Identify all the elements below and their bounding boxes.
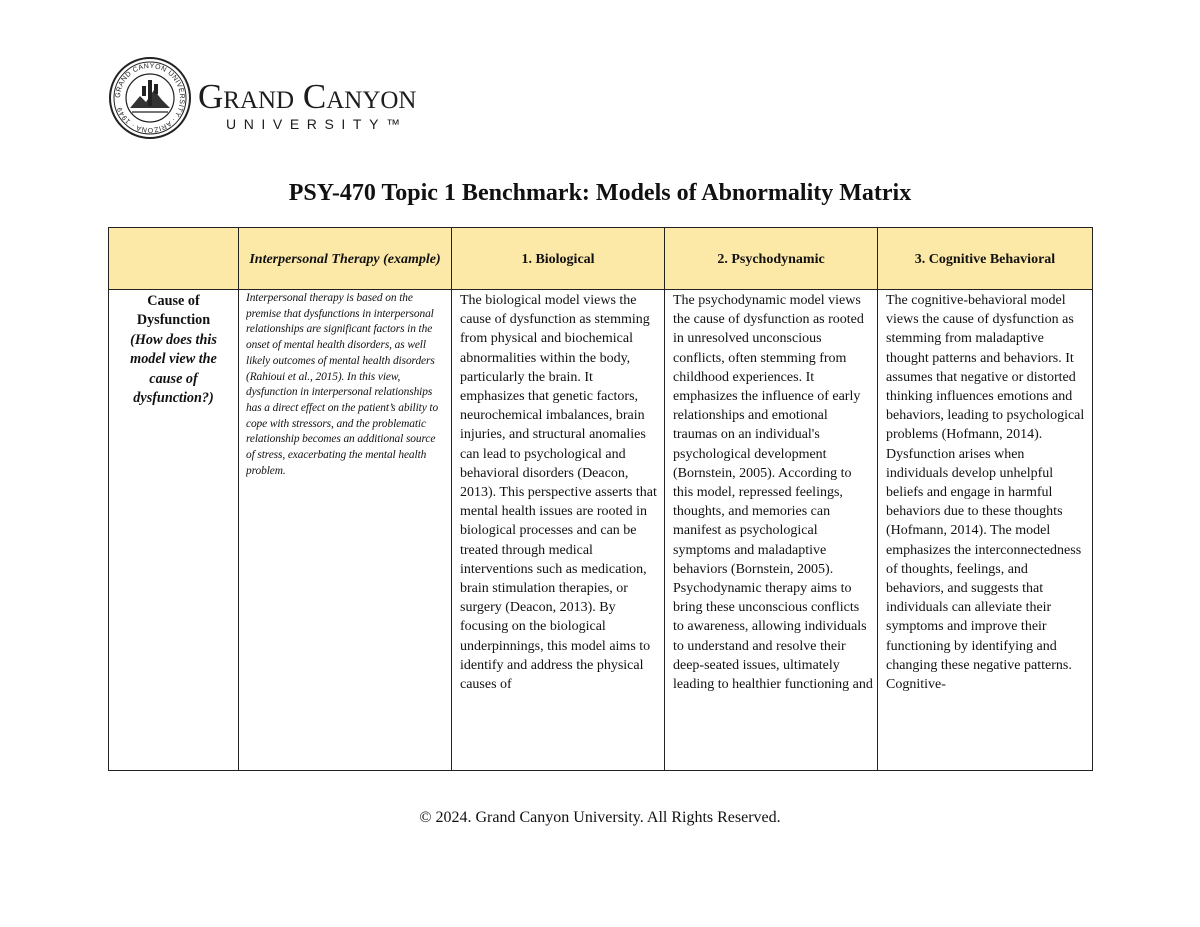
university-seal-icon	[108, 56, 192, 140]
header-blank	[109, 228, 239, 290]
abnormality-matrix-table	[108, 227, 1093, 771]
cell-cognitive-behavioral	[878, 290, 1093, 771]
document-title: PSY-470 Topic 1 Benchmark: Models of Abnormality Matrix	[288, 180, 912, 206]
table-row	[109, 290, 1093, 771]
row-label-cause-of-dysfunction	[109, 290, 239, 771]
svg-text:GRAND CANYON UNIVERSITY · ARIZ: GRAND CANYON UNIVERSITY · ARIZONA · 1949	[114, 62, 186, 134]
table-header-row	[109, 228, 1093, 290]
wordmark-university: UNIVERSITY™	[226, 116, 408, 132]
university-logo	[108, 56, 488, 140]
row-label-title: Cause of Dysfunction	[136, 293, 211, 329]
cell-cognitive-text: The cognitive-behavioral model views the cause of dysfunction as stemming from maladaptive thought patterns and behaviors. It assumes that negative or distorted thinking influences emotions and behaviors, leading to psychological problems (Hofmann, 2014). Dysfunction arises when individuals develop unhelpful beliefs and engage in harmful behaviors due to these thoughts (Hofmann, 2014). The model emphasizes the interconnectedness of thoughts, feelings, and behaviors, and suggests that individuals can alleviate their symptoms and improve their functioning by identifying and changing these negative patterns. Cognitive-	[886, 293, 1085, 693]
university-wordmark	[198, 78, 416, 132]
cell-biological	[452, 290, 665, 771]
header-cognitive-behavioral: 3. Cognitive Behavioral	[878, 228, 1093, 290]
copyright-footer: © 2024. Grand Canyon University. All Rights Reserved.	[419, 809, 781, 826]
row-label-question: (How does this model view the cause of dysfunction?)	[130, 331, 217, 407]
cell-example-text: Interpersonal therapy is based on the premise that dysfunctions in interpersonal relationships are significant factors in the onset of mental health disorders, as well likely outcomes of mental health disorders (Rahioui et al., 2015). In this view, dysfunction in interpersonal relationships has a direct effect on the patient’s ability to cope with stressors, and the problematic relationship becomes an additional source of stress, exacerbating the mental health problem.	[246, 292, 439, 477]
header-biological: 1. Biological	[452, 228, 665, 290]
cell-example	[239, 290, 452, 771]
cell-biological-text: The biological model views the cause of dysfunction as stemming from physical and biochemical abnormalities within the body, particularly the brain. It emphasizes that genetic factors, neurochemical imbalances, brain injuries, and structural anomalies can lead to psychological and behavioral disorders (Deacon, 2013). This perspective asserts that mental health issues are rooted in biological processes and can be treated through medical interventions such as medication, brain stimulation therapies, or surgery (Deacon, 2013). By focusing on the biological underpinnings, this model aims to identify and address the physical causes of	[460, 293, 657, 693]
cell-psychodynamic-text: The psychodynamic model views the cause of dysfunction as rooted in unresolved unconscious conflicts, often stemming from childhood experiences. It emphasizes the influence of early relationships and emotional traumas on an individual's psychological development (Bornstein, 2005). According to this model, repressed feelings, thoughts, and memories can manifest as psychological symptoms and maladaptive behaviors (Bornstein, 2005). Psychodynamic therapy aims to bring these unconscious conflicts to awareness, allowing individuals to understand and resolve their deep-seated issues, ultimately leading to healthier functioning and	[673, 293, 873, 693]
cell-psychodynamic	[665, 290, 878, 771]
header-example: Interpersonal Therapy (example)	[239, 228, 452, 290]
wordmark-name: Grand Canyon	[198, 77, 417, 116]
header-psychodynamic: 2. Psychodynamic	[665, 228, 878, 290]
